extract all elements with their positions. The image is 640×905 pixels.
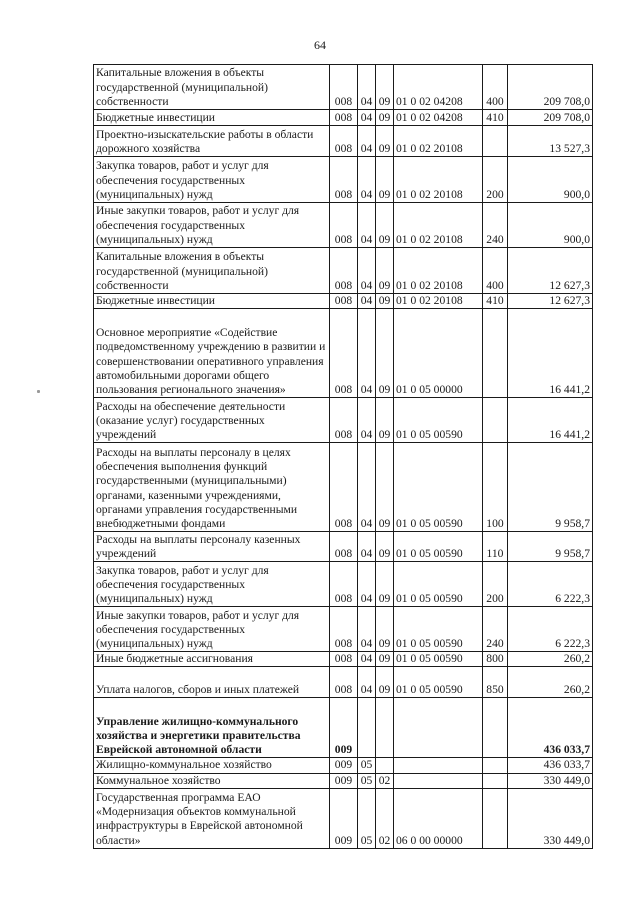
subsection-code-cell: 09 — [376, 248, 394, 294]
row-name-cell: Коммунальное хозяйство — [94, 773, 330, 788]
admin-code-cell: 009 — [330, 758, 358, 773]
section-code-cell — [358, 698, 376, 758]
expense-type-cell: 410 — [483, 294, 508, 309]
row-name-cell: Проектно-изыскательские работы в области дорожного хозяйства — [94, 126, 330, 157]
section-code-cell: 04 — [358, 110, 376, 126]
amount-cell: 6 222,3 — [508, 607, 593, 652]
section-code-cell: 04 — [358, 203, 376, 248]
table-row — [94, 65, 593, 110]
amount-cell: 900,0 — [508, 157, 593, 203]
section-code-cell: 04 — [358, 562, 376, 607]
row-name-cell: Капитальные вложения в объекты государственной (муниципальной) собственности — [94, 248, 330, 294]
table-row — [94, 309, 593, 398]
admin-code-cell: 008 — [330, 562, 358, 607]
expense-type-cell — [483, 309, 508, 398]
amount-cell: 16 441,2 — [508, 309, 593, 398]
amount-cell: 260,2 — [508, 667, 593, 698]
expense-type-cell — [483, 126, 508, 157]
expense-type-cell — [483, 758, 508, 773]
amount-cell: 900,0 — [508, 203, 593, 248]
expense-type-cell: 110 — [483, 532, 508, 562]
target-article-cell: 01 0 05 00590 — [394, 652, 483, 667]
section-code-cell: 04 — [358, 398, 376, 443]
expense-type-cell: 100 — [483, 443, 508, 532]
admin-code-cell: 009 — [330, 698, 358, 758]
table-row — [94, 773, 593, 788]
table-row — [94, 562, 593, 607]
target-article-cell: 01 0 05 00590 — [394, 443, 483, 532]
section-code-cell: 04 — [358, 652, 376, 667]
target-article-cell: 01 0 05 00590 — [394, 398, 483, 443]
amount-cell: 9 958,7 — [508, 532, 593, 562]
subsection-code-cell: 09 — [376, 126, 394, 157]
subsection-code-cell: 09 — [376, 157, 394, 203]
table-row — [94, 788, 593, 848]
row-name-cell: Иные закупки товаров, работ и услуг для обеспечения государственных (муниципальных) нужд — [94, 607, 330, 652]
section-code-cell: 05 — [358, 788, 376, 848]
scan-speck — [37, 390, 40, 393]
admin-code-cell: 008 — [330, 294, 358, 309]
amount-cell: 330 449,0 — [508, 788, 593, 848]
admin-code-cell: 008 — [330, 157, 358, 203]
target-article-cell: 01 0 05 00590 — [394, 562, 483, 607]
table-row — [94, 532, 593, 562]
target-article-cell — [394, 773, 483, 788]
admin-code-cell: 008 — [330, 652, 358, 667]
row-name-cell: Закупка товаров, работ и услуг для обеспечения государственных (муниципальных) нужд — [94, 562, 330, 607]
table-row — [94, 698, 593, 758]
section-code-cell: 05 — [358, 758, 376, 773]
subsection-code-cell: 02 — [376, 788, 394, 848]
amount-cell: 209 708,0 — [508, 110, 593, 126]
table-row — [94, 126, 593, 157]
subsection-code-cell: 09 — [376, 65, 394, 110]
subsection-code-cell: 09 — [376, 294, 394, 309]
amount-cell: 436 033,7 — [508, 698, 593, 758]
expense-type-cell — [483, 773, 508, 788]
target-article-cell: 01 0 05 00590 — [394, 607, 483, 652]
table-row — [94, 157, 593, 203]
subsection-code-cell: 09 — [376, 607, 394, 652]
admin-code-cell: 009 — [330, 788, 358, 848]
row-name-cell: Расходы на выплаты персоналу казенных учреждений — [94, 532, 330, 562]
target-article-cell: 01 0 02 20108 — [394, 157, 483, 203]
subsection-code-cell: 02 — [376, 773, 394, 788]
admin-code-cell: 008 — [330, 126, 358, 157]
admin-code-cell: 008 — [330, 443, 358, 532]
target-article-cell: 01 0 02 20108 — [394, 203, 483, 248]
subsection-code-cell — [376, 758, 394, 773]
section-code-cell: 04 — [358, 126, 376, 157]
row-name-cell: Жилищно-коммунальное хозяйство — [94, 758, 330, 773]
target-article-cell — [394, 698, 483, 758]
expense-type-cell: 800 — [483, 652, 508, 667]
section-code-cell: 04 — [358, 607, 376, 652]
subsection-code-cell: 09 — [376, 652, 394, 667]
table-row — [94, 294, 593, 309]
row-name-cell: Основное мероприятие «Содействие подведомственному учреждению в развитии и совершенствовании оперативного управления автомобильными дорогами общего пользования регионального значения» — [94, 309, 330, 398]
amount-cell: 12 627,3 — [508, 248, 593, 294]
subsection-code-cell: 09 — [376, 667, 394, 698]
admin-code-cell: 008 — [330, 607, 358, 652]
expense-type-cell — [483, 698, 508, 758]
section-code-cell: 05 — [358, 773, 376, 788]
table-row — [94, 667, 593, 698]
admin-code-cell: 008 — [330, 203, 358, 248]
row-name-cell: Государственная программа ЕАО «Модернизация объектов коммунальной инфраструктуры в Еврейской автономной области» — [94, 788, 330, 848]
subsection-code-cell: 09 — [376, 398, 394, 443]
expense-type-cell: 410 — [483, 110, 508, 126]
subsection-code-cell: 09 — [376, 443, 394, 532]
target-article-cell: 01 0 02 04208 — [394, 110, 483, 126]
table-row — [94, 443, 593, 532]
target-article-cell: 01 0 05 00590 — [394, 667, 483, 698]
target-article-cell: 01 0 02 20108 — [394, 294, 483, 309]
budget-table — [93, 64, 593, 849]
section-code-cell: 04 — [358, 294, 376, 309]
admin-code-cell: 008 — [330, 667, 358, 698]
row-name-cell: Расходы на обеспечение деятельности (оказание услуг) государственных учреждений — [94, 398, 330, 443]
table-row — [94, 652, 593, 667]
admin-code-cell: 008 — [330, 398, 358, 443]
table-row — [94, 248, 593, 294]
subsection-code-cell: 09 — [376, 309, 394, 398]
expense-type-cell: 240 — [483, 203, 508, 248]
admin-code-cell: 008 — [330, 309, 358, 398]
table-row — [94, 203, 593, 248]
row-name-cell: Иные бюджетные ассигнования — [94, 652, 330, 667]
subsection-code-cell — [376, 698, 394, 758]
expense-type-cell — [483, 398, 508, 443]
target-article-cell: 01 0 05 00000 — [394, 309, 483, 398]
expense-type-cell: 400 — [483, 65, 508, 110]
admin-code-cell: 008 — [330, 532, 358, 562]
section-code-cell: 04 — [358, 532, 376, 562]
expense-type-cell — [483, 788, 508, 848]
amount-cell: 260,2 — [508, 652, 593, 667]
row-name-cell: Управление жилищно-коммунального хозяйства и энергетики правительства Еврейской автономной области — [94, 698, 330, 758]
section-code-cell: 04 — [358, 443, 376, 532]
row-name-cell: Бюджетные инвестиции — [94, 110, 330, 126]
row-name-cell: Закупка товаров, работ и услуг для обеспечения государственных (муниципальных) нужд — [94, 157, 330, 203]
table-row — [94, 758, 593, 773]
amount-cell: 13 527,3 — [508, 126, 593, 157]
row-name-cell: Капитальные вложения в объекты государственной (муниципальной) собственности — [94, 65, 330, 110]
expense-type-cell: 200 — [483, 157, 508, 203]
target-article-cell: 01 0 05 00590 — [394, 532, 483, 562]
subsection-code-cell: 09 — [376, 203, 394, 248]
target-article-cell: 01 0 02 20108 — [394, 248, 483, 294]
subsection-code-cell: 09 — [376, 110, 394, 126]
amount-cell: 6 222,3 — [508, 562, 593, 607]
admin-code-cell: 008 — [330, 110, 358, 126]
amount-cell: 12 627,3 — [508, 294, 593, 309]
target-article-cell — [394, 758, 483, 773]
section-code-cell: 04 — [358, 309, 376, 398]
subsection-code-cell: 09 — [376, 532, 394, 562]
amount-cell: 436 033,7 — [508, 758, 593, 773]
amount-cell: 330 449,0 — [508, 773, 593, 788]
subsection-code-cell: 09 — [376, 562, 394, 607]
admin-code-cell: 008 — [330, 248, 358, 294]
amount-cell: 9 958,7 — [508, 443, 593, 532]
row-name-cell: Уплата налогов, сборов и иных платежей — [94, 667, 330, 698]
admin-code-cell: 009 — [330, 773, 358, 788]
expense-type-cell: 400 — [483, 248, 508, 294]
target-article-cell: 01 0 02 04208 — [394, 65, 483, 110]
table-row — [94, 607, 593, 652]
row-name-cell: Иные закупки товаров, работ и услуг для обеспечения государственных (муниципальных) нужд — [94, 203, 330, 248]
table-row — [94, 110, 593, 126]
row-name-cell: Бюджетные инвестиции — [94, 294, 330, 309]
expense-type-cell: 200 — [483, 562, 508, 607]
section-code-cell: 04 — [358, 248, 376, 294]
expense-type-cell: 240 — [483, 607, 508, 652]
target-article-cell: 06 0 00 00000 — [394, 788, 483, 848]
admin-code-cell: 008 — [330, 65, 358, 110]
section-code-cell: 04 — [358, 65, 376, 110]
expense-type-cell: 850 — [483, 667, 508, 698]
section-code-cell: 04 — [358, 667, 376, 698]
table-row — [94, 398, 593, 443]
row-name-cell: Расходы на выплаты персоналу в целях обеспечения выполнения функций государственными (муниципальными) органами, казенными учреждениями, органами управления государственными внебюджетными фондами — [94, 443, 330, 532]
page-number: 64 — [314, 38, 326, 52]
section-code-cell: 04 — [358, 157, 376, 203]
amount-cell: 209 708,0 — [508, 65, 593, 110]
amount-cell: 16 441,2 — [508, 398, 593, 443]
target-article-cell: 01 0 02 20108 — [394, 126, 483, 157]
